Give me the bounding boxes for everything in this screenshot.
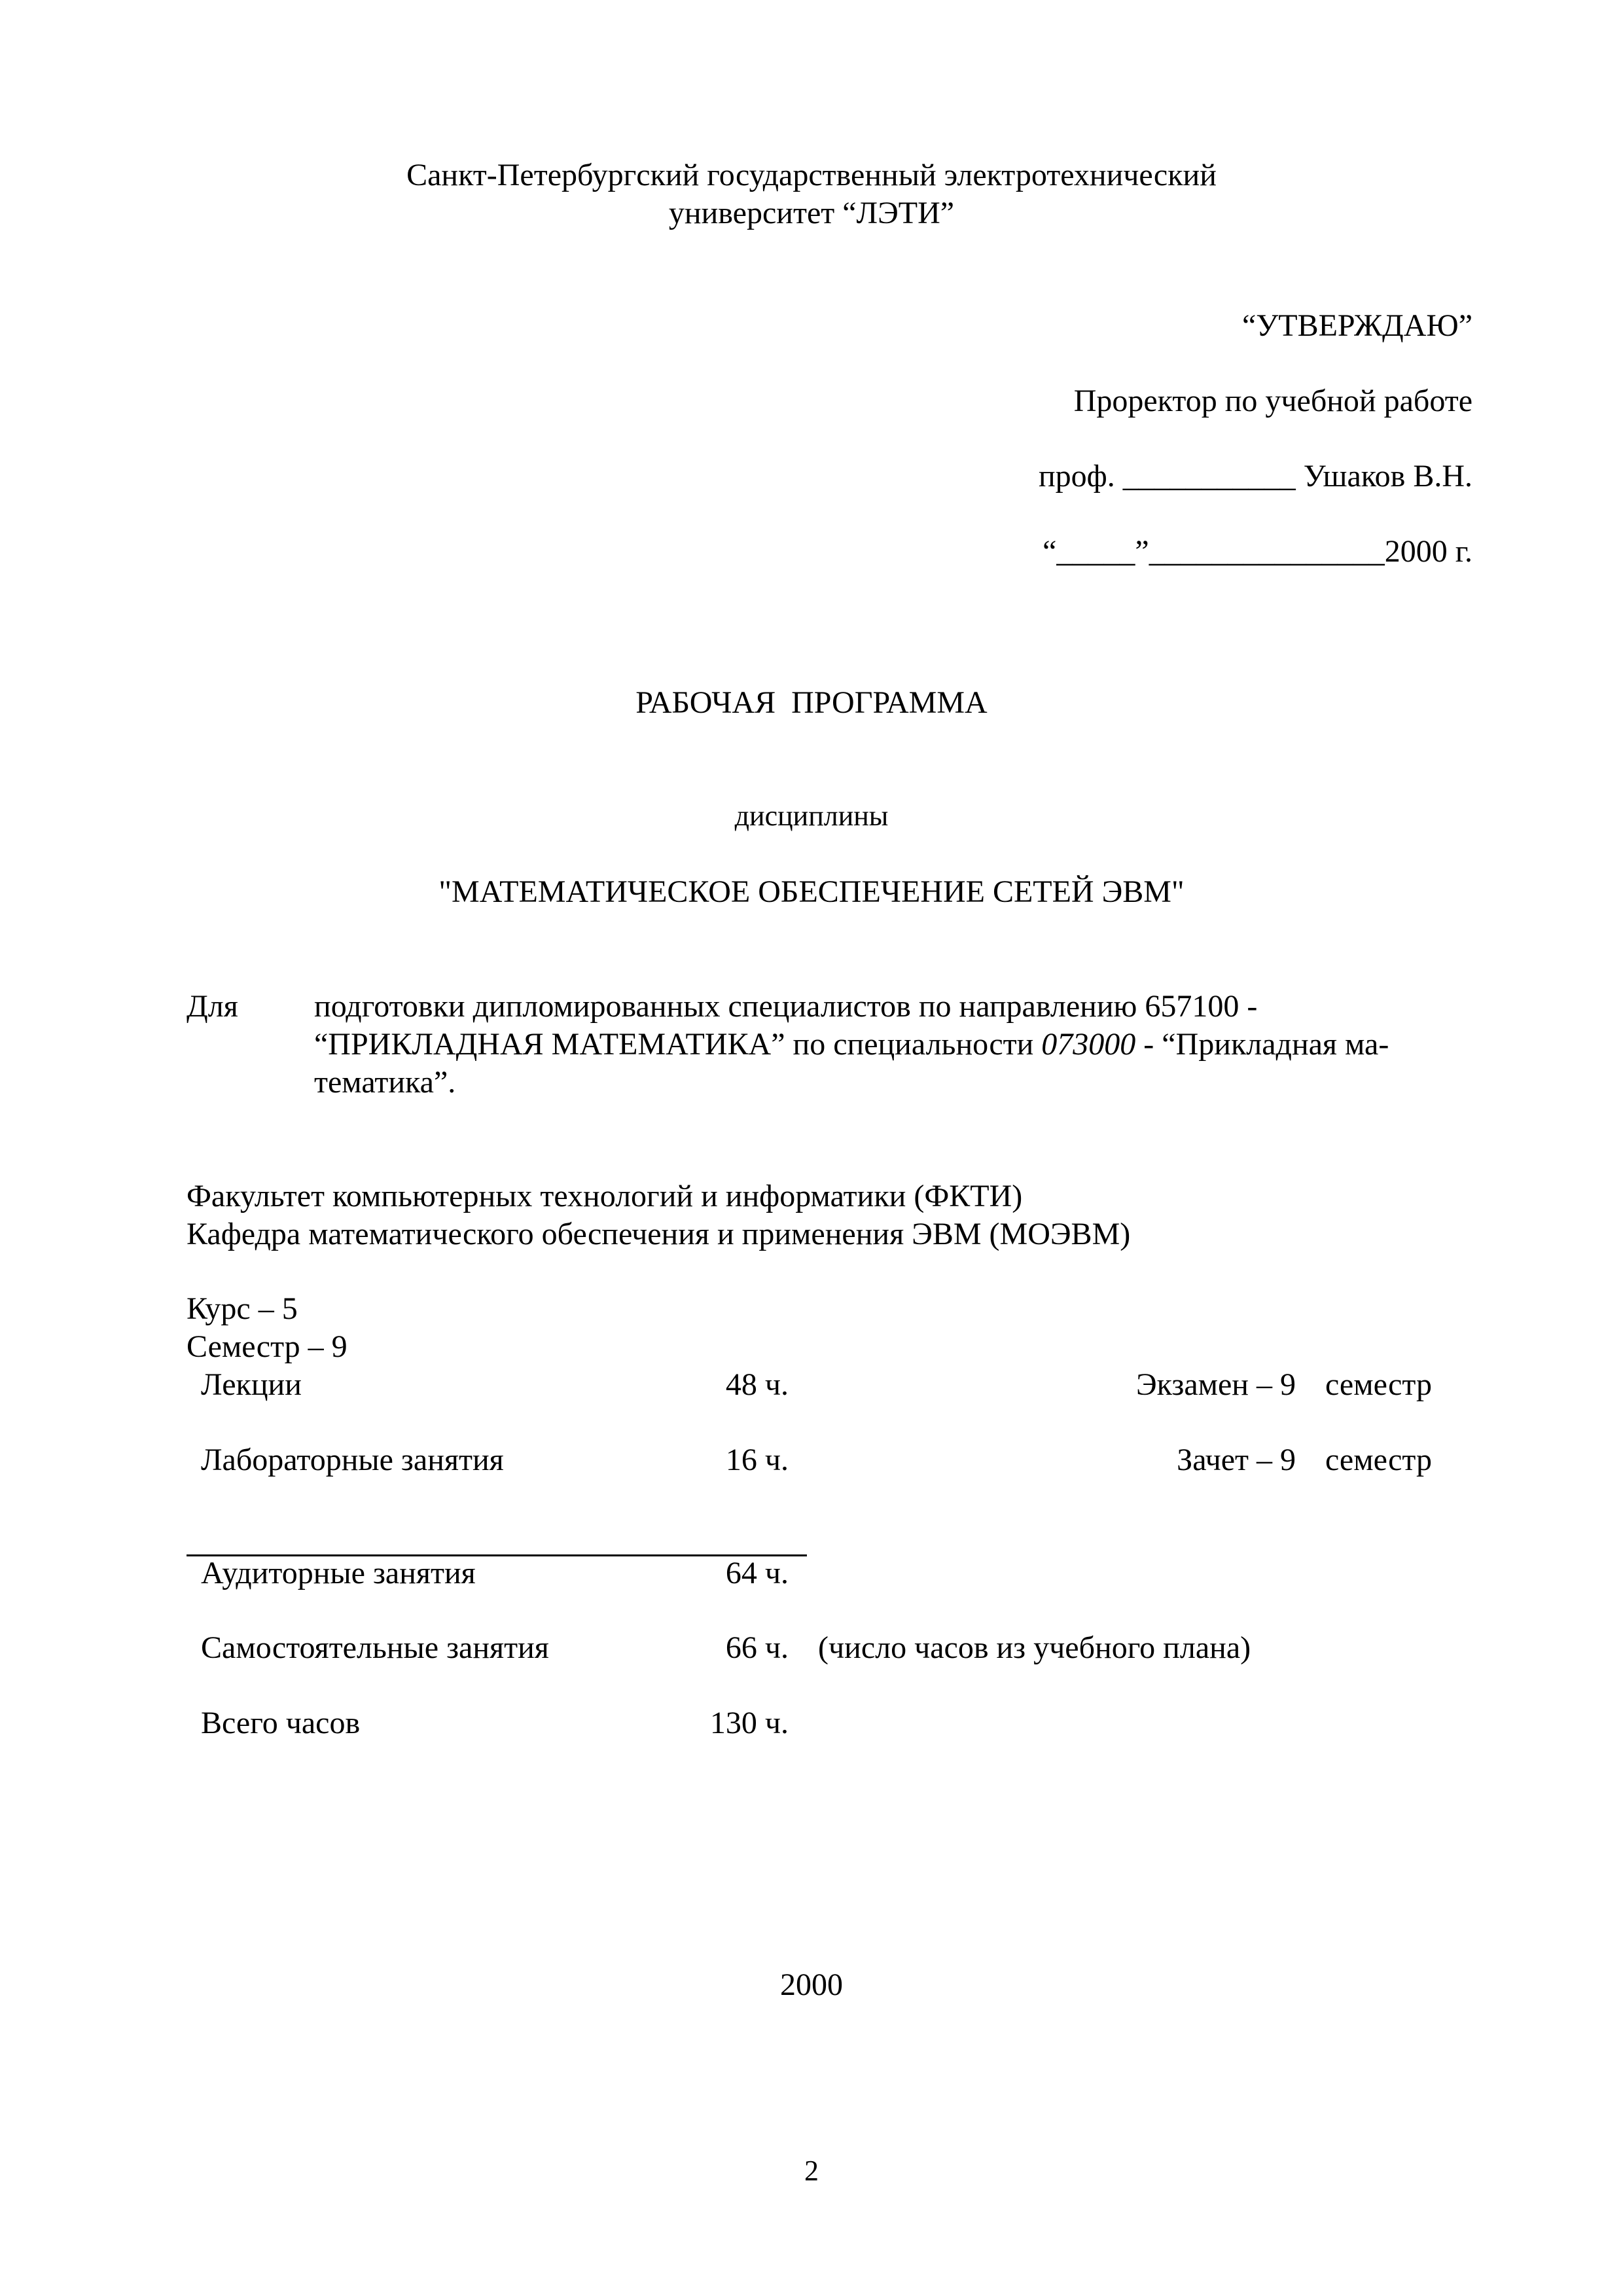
labs-value: 16 ч. (725, 1443, 789, 1477)
approval-date-line: “_____”_______________2000 г. (1043, 534, 1472, 569)
department-line: Кафедра математического обеспечения и применения ЭВМ (МОЭВМ) (187, 1217, 1131, 1251)
self-study-note: (число часов из учебного плана) (818, 1630, 1251, 1665)
purpose-line2 (314, 1026, 1389, 1062)
discipline-name: "МАТЕМАТИЧЕСКОЕ ОБЕСПЕЧЕНИЕ СЕТЕЙ ЭВМ" (438, 874, 1185, 909)
self-study-value: 66 ч. (725, 1630, 789, 1665)
specialty-code: 073000 (1041, 1027, 1136, 1062)
faculty-line: Факультет компьютерных технологий и информатики (ФКТИ) (187, 1179, 1023, 1213)
purpose-line2-before: “ПРИКЛАДНАЯ МАТЕМАТИКА” по специальности (314, 1027, 1042, 1062)
approval-signature-line: проф. ___________ Ушаков В.Н. (1038, 459, 1472, 493)
self-study-label: Самостоятельные занятия (201, 1630, 549, 1665)
exam-unit: семестр (1325, 1367, 1432, 1402)
labs-label: Лабораторные занятия (201, 1443, 504, 1477)
course-line: Курс – 5 (187, 1291, 298, 1326)
semester-line: Семестр – 9 (187, 1329, 348, 1364)
total-hours-label: Всего часов (201, 1706, 361, 1740)
purpose-line3: тематика”. (314, 1065, 456, 1100)
lectures-label: Лекции (201, 1367, 302, 1402)
program-title: РАБОЧАЯ ПРОГРАММА (635, 685, 988, 720)
university-name-line2: университет “ЛЭТИ” (668, 196, 955, 230)
total-hours-value: 130 ч. (709, 1706, 789, 1740)
purpose-line2-after: - “Прикладная ма- (1135, 1027, 1389, 1062)
credit-label: Зачет – 9 (1177, 1443, 1296, 1477)
classroom-value: 64 ч. (725, 1556, 789, 1590)
page-number: 2 (804, 2155, 819, 2187)
document-year: 2000 (780, 1967, 843, 2002)
approval-position: Проректор по учебной работе (1073, 384, 1472, 418)
lectures-value: 48 ч. (725, 1367, 789, 1402)
purpose-line1: подготовки дипломированных специалистов по направлению 657100 - (314, 989, 1258, 1024)
approval-title: “УТВЕРЖДАЮ” (1241, 308, 1472, 343)
program-subtitle: дисциплины (734, 800, 889, 832)
university-name-line1: Санкт-Петербургский государственный электротехнический (406, 158, 1217, 192)
exam-label: Экзамен – 9 (1135, 1367, 1296, 1402)
purpose-label: Для (187, 989, 238, 1024)
credit-unit: семестр (1325, 1443, 1432, 1477)
classroom-label: Аудиторные занятия (201, 1556, 476, 1590)
